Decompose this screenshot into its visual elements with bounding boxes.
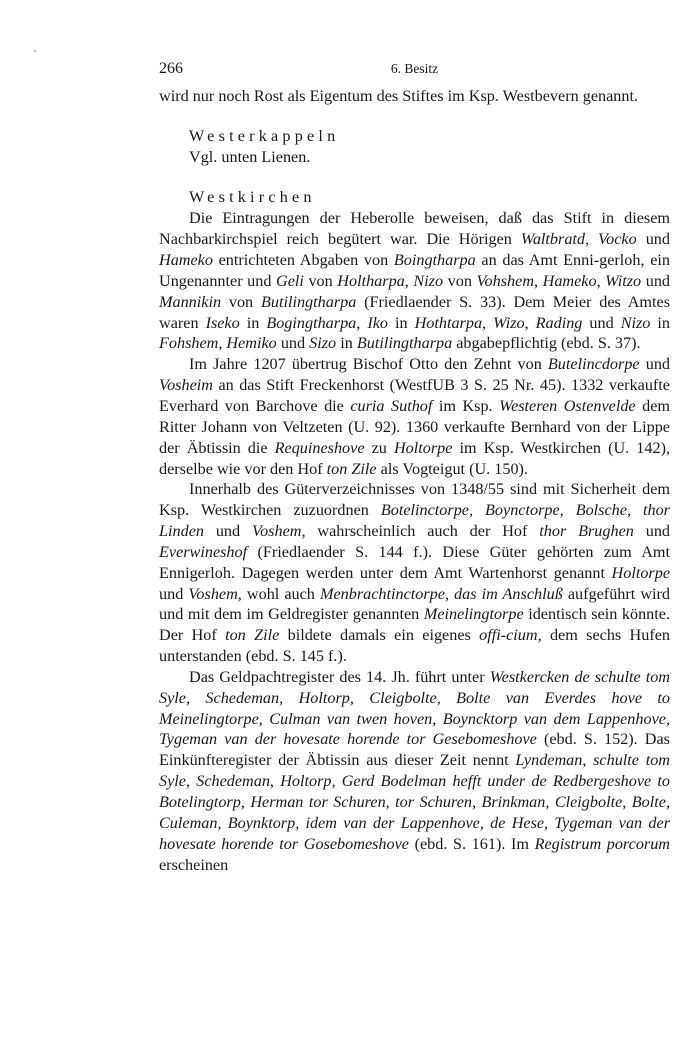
section-heading-westkirchen: Westkirchen xyxy=(189,187,316,206)
paragraph-geldpachtregister: Das Geldpachtregister des 14. Jh. führt unter Westkercken de schulte tom Syle, Schedeman, Holtorp, Cleigbolte, Bolte van Everdes hove to Meinelingtorpe, Culman van twen hoven, Boyncktorp van dem Lappenhove, Tygeman van der hovesate horende tor Gesebomeshove (ebd. S. 152). Das Einkünfteregister der Äbtissin aus dieser Zeit nennt Lyndeman, schulte tom Syle, Schedeman, Holtorp, Gerd Bodelman hefft under de Redbergeshove to Botelingtorp, Herman tor Schuren, tor Schuren, Brinkman, Cleigbolte, Bolte, Culeman, Boynktorp, idem van der Lappenhove, de Hese, Tygeman van der hovesate horende tor Gosebomeshove (ebd. S. 161). Im Registrum porcorum erscheinen xyxy=(159,667,670,874)
running-head xyxy=(159,60,670,86)
body-text xyxy=(159,86,670,875)
paragraph-1207: Im Jahre 1207 übertrug Bischof Otto den Zehnt von Butelincdorpe und Vosheim an das Stift Freckenhorst (WestfUB 3 S. 25 Nr. 45). 1332 verkaufte Everhard von Barchove die curia Suthof im Ksp. Westeren Ostenvelde dem Ritter Johann von Veltzeten (U. 92). 1360 verkaufte Bernhard von der Lippe der Äbtissin die Requineshove zu Holtorpe im Ksp. Westkirchen (U. 142), derselbe wie vor den Hof ton Zile als Vogteigut (U. 150). xyxy=(159,355,671,478)
section-heading-westerkappeln: Westerkappeln xyxy=(189,126,340,145)
intro-paragraph: wird nur noch Rost als Eigentum des Stiftes im Ksp. Westbevern genannt. xyxy=(159,87,639,105)
paragraph-gueterverzeichnis: Innerhalb des Güterverzeichnisses von 1348/55 sind mit Sicherheit dem Ksp. Westkirchen zuzuordnen Botelinctorpe, Boynctorpe, Bolsche, thor Linden und Voshem, wahrscheinlich auch der Hof thor Brughen und Everwineshof (Friedlaender S. 144 f.). Diese Güter gehörten zum Amt Ennigerloh. Dagegen werden unter dem Amt Wartenhorst genannt Holtorpe und Voshem, wohl auch Menbrachtinctorpe, das im Anschluß aufgeführt wird und mit dem im Geldregister genannten Meinelingtorpe identisch sein könnte. Der Hof ton Zile bildete damals ein eigenes offi-cium, dem sechs Hufen unterstanden (ebd. S. 145 f.). xyxy=(159,480,671,666)
book-page xyxy=(159,60,670,875)
page-number: 266 xyxy=(159,60,183,77)
scan-speck xyxy=(34,50,36,52)
cross-reference: Vgl. unten Lienen. xyxy=(189,147,311,166)
paragraph-heberolle: Die Eintragungen der Heberolle beweisen, daß das Stift in diesem Nachbarkirchspiel reich begütert war. Die Hörigen Waltbratd, Vocko und Hameko entrichteten Abgaben von Boingtharpa an das Amt Enni-gerloh, ein Ungenannter und Geli von Holtharpa, Nizo von Vohshem, Hameko, Witzo und Mannikin von Butilingtharpa (Friedlaender S. 33). Dem Meier des Amtes waren Iseko in Bogingtharpa, Iko in Hothtarpa, Wizo, Rading und Nizo in Fohshem, Hemiko und Sizo in Butilingtharpa abgabepflichtig (ebd. S. 37). xyxy=(159,209,671,353)
chapter-title: 6. Besitz xyxy=(390,61,439,76)
